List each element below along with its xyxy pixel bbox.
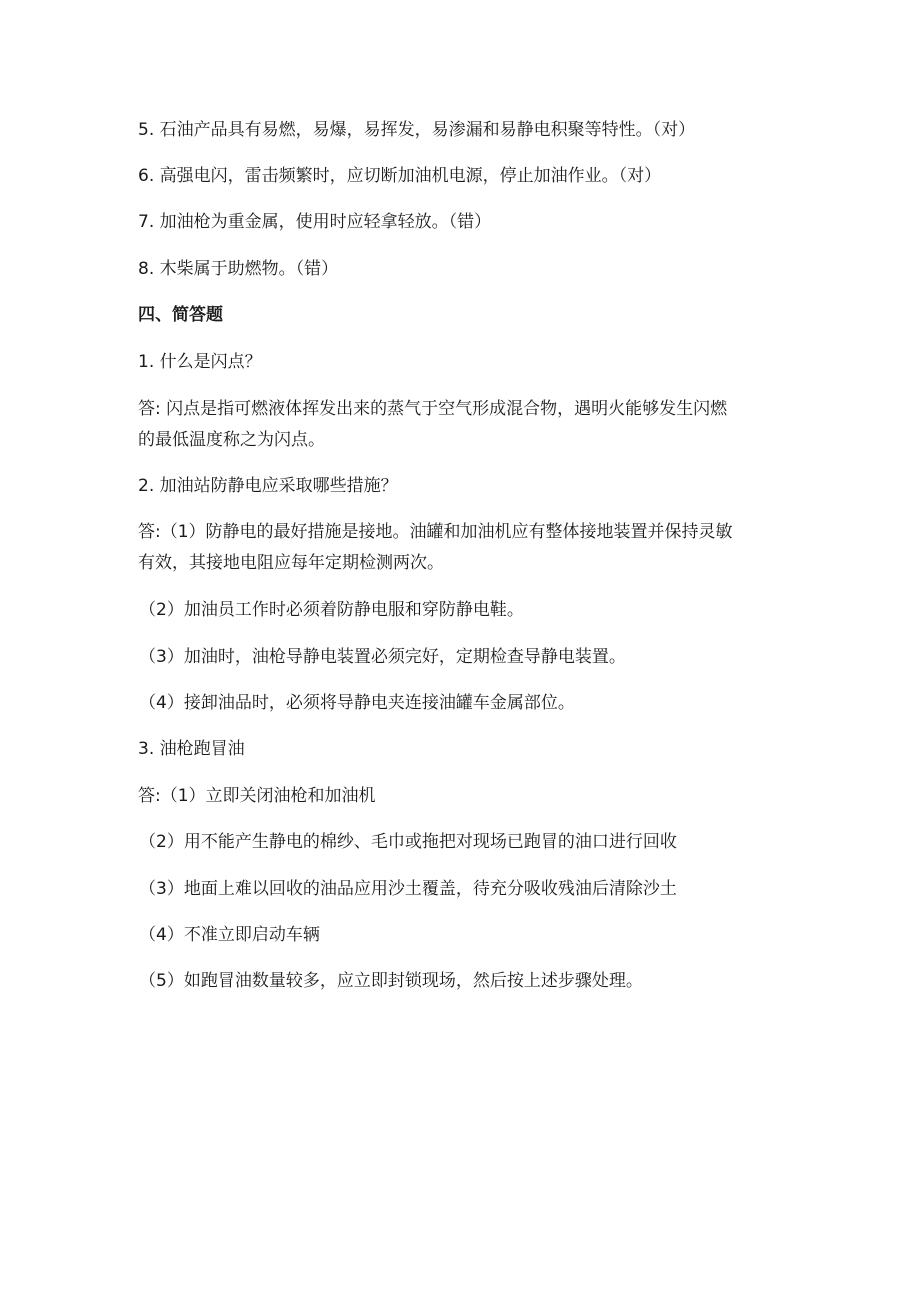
question-2: 2. 加油站防静电应采取哪些措施？ — [138, 476, 398, 496]
true-false-item-7: 7. 加油枪为重金属，使用时应轻拿轻放。（错） — [138, 212, 492, 232]
answer-3-item: （3）地面上难以回收的油品应用沙土覆盖，待充分吸收残油后清除沙土 — [139, 879, 677, 899]
question-1: 1. 什么是闪点？ — [138, 352, 262, 372]
answer-3-item: （2）用不能产生静电的棉纱、毛巾或拖把对现场已跑冒的油口进行回收 — [139, 832, 677, 852]
answer-2-item: （2）加油员工作时必须着防静电服和穿防静电鞋。 — [139, 600, 524, 620]
answer-2-line-2: 有效，其接地电阻应每年定期检测两次。 — [138, 553, 444, 573]
answer-3-item: （5）如跑冒油数量较多，应立即封锁现场，然后按上述步骤处理。 — [139, 971, 643, 991]
answer-3-item: （4）不准立即启动车辆 — [139, 925, 320, 945]
true-false-item-6: 6. 高强电闪，雷击频繁时，应切断加油机电源，停止加油作业。（对） — [138, 166, 662, 186]
answer-2-item: （4）接卸油品时，必须将导静电夹连接油罐车金属部位。 — [139, 693, 575, 713]
answer-1-line-1: 答: 闪点是指可燃液体挥发出来的蒸气于空气形成混合物，遇明火能够发生闪燃 — [138, 399, 728, 419]
answer-2-item: （3）加油时，油枪导静电装置必须完好，定期检查导静电装置。 — [139, 647, 626, 667]
answer-2-line-1: 答:（1）防静电的最好措施是接地。油罐和加油机应有整体接地装置并保持灵敏 — [138, 522, 733, 542]
true-false-item-5: 5. 石油产品具有易燃，易爆，易挥发，易渗漏和易静电积聚等特性。（对） — [138, 120, 696, 140]
question-3: 3. 油枪跑冒油 — [138, 739, 245, 759]
answer-3-line-1: 答:（1）立即关闭油枪和加油机 — [138, 786, 376, 806]
section-heading: 四、简答题 — [138, 305, 223, 325]
answer-1-line-2: 的最低温度称之为闪点。 — [138, 430, 325, 450]
true-false-item-8: 8. 木柴属于助燃物。（错） — [138, 259, 339, 279]
